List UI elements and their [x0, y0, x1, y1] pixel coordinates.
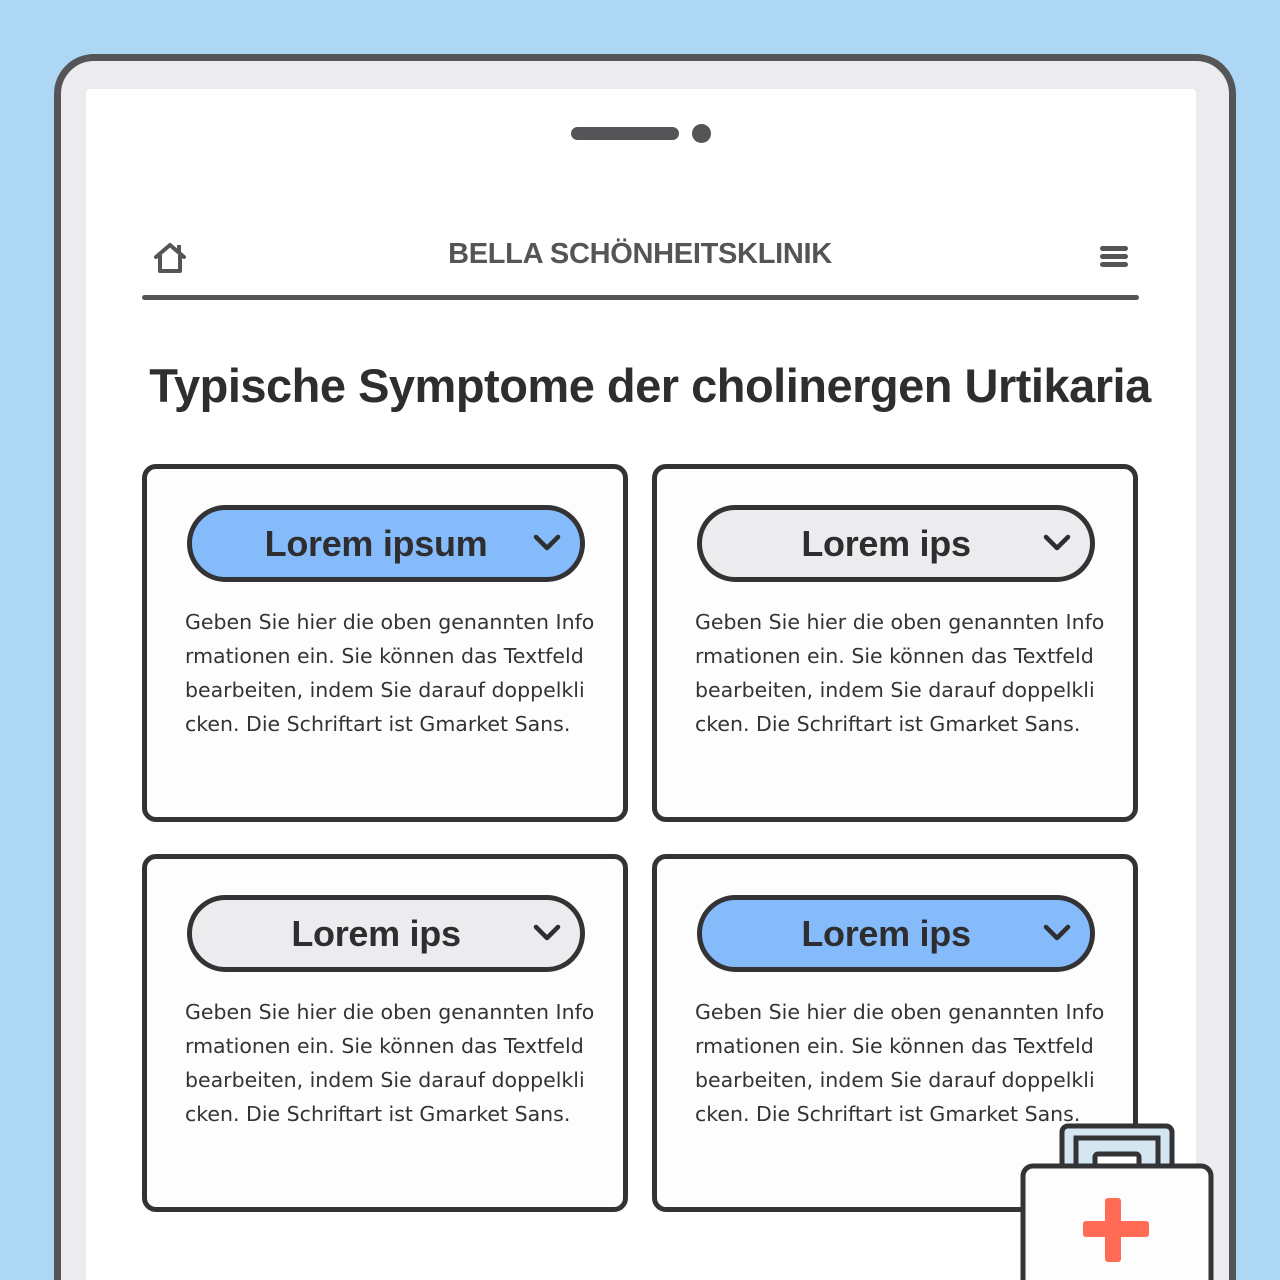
- card-description: Geben Sie hier die oben genannten Informationen ein. Sie können das Textfeld bearbeiten, indem Sie darauf doppelklicken. Die Schriftart ist Gmarket Sans.: [185, 1000, 595, 1126]
- accordion-label: Lorem ips: [801, 912, 971, 954]
- card-description: Geben Sie hier die oben genannten Informationen ein. Sie können das Textfeld bearbeiten, indem Sie darauf doppelklicken. Die Schriftart ist Gmarket Sans.: [695, 1000, 1105, 1126]
- camera-dot: [692, 124, 711, 143]
- page-title: Typische Symptome der cholinergen Urtikaria: [149, 359, 1151, 412]
- accordion-toggle[interactable]: [187, 895, 585, 972]
- accordion-label: Lorem ips: [801, 522, 971, 564]
- symptom-card: [142, 464, 628, 822]
- accordion-toggle[interactable]: [697, 895, 1095, 972]
- nav-divider: [142, 295, 1139, 300]
- chevron-down-icon: [1042, 921, 1072, 945]
- accordion-label: Lorem ips: [291, 912, 461, 954]
- home-icon[interactable]: [152, 240, 188, 276]
- symptom-card: [652, 464, 1138, 822]
- brand-title: BELLA SCHÖNHEITSKLINIK: [448, 238, 832, 270]
- chevron-down-icon: [532, 531, 562, 555]
- accordion-label: Lorem ipsum: [264, 522, 488, 564]
- card-description: Geben Sie hier die oben genannten Informationen ein. Sie können das Textfeld bearbeiten, indem Sie darauf doppelklicken. Die Schriftart ist Gmarket Sans.: [185, 610, 595, 736]
- first-aid-kit-icon: [1020, 1122, 1220, 1280]
- hamburger-menu-icon[interactable]: [1099, 245, 1129, 270]
- chevron-down-icon: [532, 921, 562, 945]
- chevron-down-icon: [1042, 531, 1072, 555]
- card-description: Geben Sie hier die oben genannten Informationen ein. Sie können das Textfeld bearbeiten, indem Sie darauf doppelklicken. Die Schriftart ist Gmarket Sans.: [695, 610, 1105, 736]
- accordion-toggle[interactable]: [697, 505, 1095, 582]
- accordion-toggle[interactable]: [187, 505, 585, 582]
- symptom-card: [142, 854, 628, 1212]
- speaker-slot: [571, 127, 679, 140]
